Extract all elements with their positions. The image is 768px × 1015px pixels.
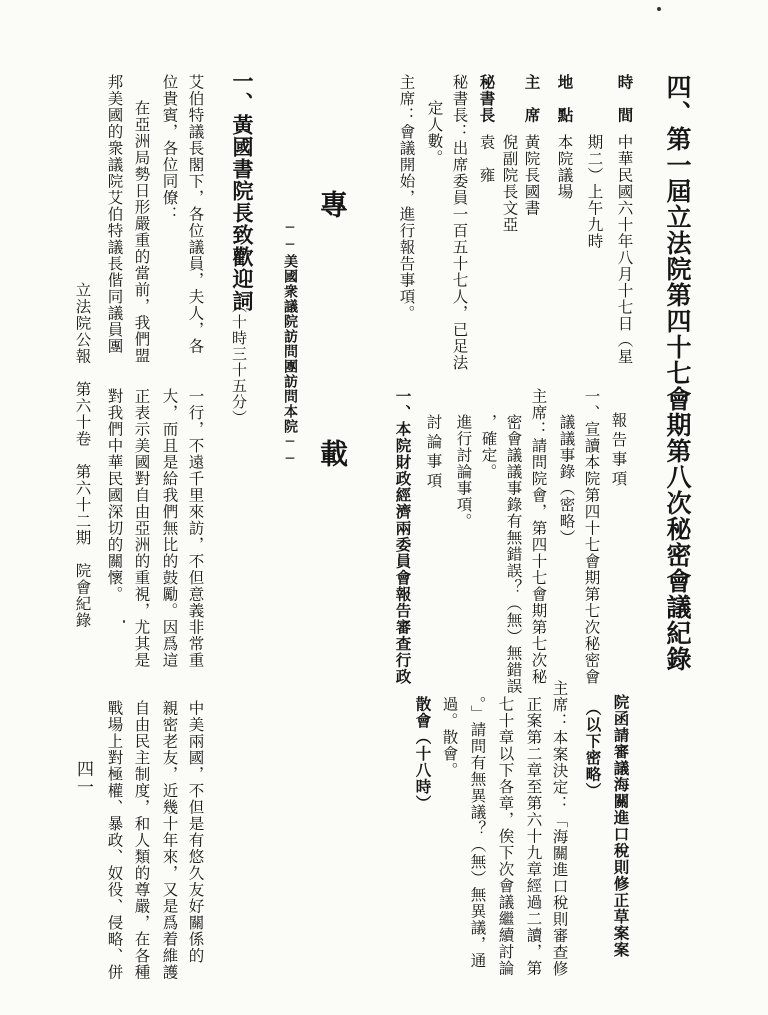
page-number: 四一 — [73, 760, 93, 796]
time-value: 中華民國六十年八月十七日（星 — [615, 134, 634, 365]
decision-line: 七十章以下各章，俟下次會議繼續討論 — [496, 696, 515, 977]
adjournment: 散會（十八時） — [413, 696, 432, 812]
omitted-note: （以下密略） — [583, 700, 602, 799]
vice-chair-value: 倪副院長文亞 — [500, 134, 519, 233]
proceed-line: 進行討論事項。 — [454, 414, 473, 530]
speech-line: 親密老友，近幾十年來，又是爲着維護 — [160, 700, 179, 981]
reports-heading: 報告事項 — [609, 412, 628, 490]
speech-line: 正表示美國對自由亞洲的重視，尤其是 — [132, 388, 151, 669]
feature-subtitle: ──美國衆議院訪問團訪問本院── — [282, 220, 298, 468]
place-value: 本院議場 — [555, 134, 574, 200]
scan-speck — [123, 620, 125, 623]
speech-heading: 一、黃國書院長致歡迎詞 — [230, 70, 254, 312]
chair-opening: 主席：會議開始，進行報告事項。 — [397, 74, 416, 322]
meeting-title: 四、第一屆立法院第四十七會期第八次秘密會議紀錄 — [663, 74, 692, 672]
secretary-label: 秘書長 — [477, 74, 496, 124]
roll-call-line: 秘書長：出席委員一百五十七人，已足法 — [450, 74, 469, 371]
chair-value: 黃院長國書 — [522, 134, 541, 217]
discussion-item: 一、本院財政經濟兩委員會報告審查行政 — [393, 388, 412, 685]
publication-footer: 立法院公報 第六十卷 第六十二期 院會紀錄 — [73, 282, 92, 629]
speech-line: 在亞洲局勢日形嚴重的當前，我們盟 — [132, 100, 151, 364]
speech-line: 位貴賓，各位同僚： — [160, 74, 179, 223]
speech-line: 中美兩國，不但是有悠久友好關係的 — [186, 700, 205, 964]
scan-speck — [657, 7, 661, 11]
speech-line: 一行，不遠千里來訪，不但意義非常重 — [186, 388, 205, 669]
decision-line: 正案第二章至第六十九章經過二讀，第 — [524, 696, 543, 977]
report-chair-line: 密會議議事錄有無錯誤？（無）無錯誤 — [504, 414, 523, 695]
report-item: 一、宣讀本院第四十七會期第七次秘密會 — [582, 388, 601, 685]
decision-line: 主席：本案決定：「海關進口稅則審查修 — [550, 680, 569, 977]
discussion-heading: 討論事項 — [424, 414, 443, 492]
speech-line: 自由民主制度，和人類的尊嚴，在各種 — [132, 700, 151, 981]
speech-line: 對我們中華民國深切的關懷。 — [105, 388, 124, 603]
feature-title: 專 載 — [316, 190, 349, 522]
secretary-value: 袁 雍 — [477, 134, 496, 184]
report-item-continued: 議議事錄（密略） — [557, 414, 576, 546]
chair-label: 主 席 — [522, 74, 541, 124]
time-value-continued: 期二）上午九時 — [585, 134, 604, 250]
place-label: 地 點 — [555, 74, 574, 124]
decision-line: 。」請問有無異議？（無）無異議，通 — [468, 696, 487, 969]
report-chair-line: ，確定。 — [479, 414, 498, 480]
speech-line: 艾伯特議長閣下，各位議員，夫人，各 — [186, 74, 205, 355]
speech-line: 邦美國的衆議院艾伯特議長偕同議員團 — [105, 74, 124, 355]
discussion-item-continued: 院函請審議海關進口稅則修正草案案 — [611, 694, 630, 958]
speech-line: 戰場上對極權、暴政、奴役、侵略、併 — [105, 700, 124, 981]
speech-line: 大，而且是給我們無比的鼓勵。因爲這 — [160, 388, 179, 669]
decision-line: 過。散會。 — [440, 696, 459, 779]
speech-time: （十時三十五分） — [230, 298, 248, 426]
roll-call-line-2: 定人數。 — [425, 100, 444, 166]
report-chair-line: 主席：請問院會，第四十七會期第七次秘 — [529, 388, 548, 685]
time-label: 時 間 — [615, 74, 634, 124]
